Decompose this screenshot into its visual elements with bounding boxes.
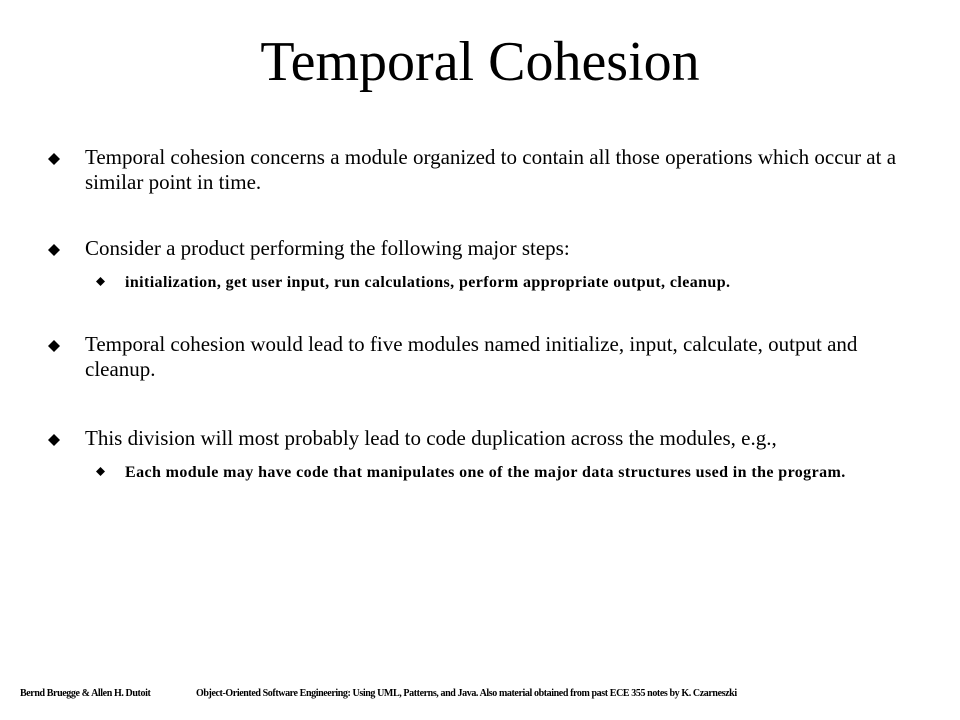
sub-bullet-text: Each module may have code that manipulates one of the major data structures used in the program.	[125, 464, 846, 481]
bullet-item-4	[48, 426, 908, 451]
small-diamond-icon	[96, 277, 105, 286]
diamond-icon	[48, 340, 60, 352]
diamond-icon	[48, 153, 60, 165]
diamond-icon	[48, 434, 60, 446]
bullet-item-1	[48, 145, 908, 195]
page-title: Temporal Cohesion	[260, 31, 700, 93]
small-diamond-icon	[96, 467, 105, 476]
bullet-text: Consider a product performing the following major steps:	[85, 236, 570, 260]
diamond-icon	[48, 244, 60, 256]
footer	[20, 688, 737, 699]
footer-authors: Bernd Bruegge & Allen H. Dutoit	[20, 688, 151, 699]
sub-bullet-text: initialization, get user input, run calculations, perform appropriate output, cleanup.	[125, 274, 731, 291]
sub-bullet-item-1	[96, 271, 896, 295]
sub-bullet-item-2	[96, 461, 896, 485]
bullet-text: Temporal cohesion concerns a module organized to contain all those operations which occur at a similar point in time.	[85, 145, 897, 194]
bullet-text: Temporal cohesion would lead to five modules named initialize, input, calculate, output and cleanup.	[85, 332, 858, 381]
bullet-item-2	[48, 236, 908, 261]
bullet-item-3	[48, 332, 908, 382]
bullet-text: This division will most probably lead to code duplication across the modules, e.g.,	[85, 426, 777, 450]
footer-book: Object-Oriented Software Engineering: Using UML, Patterns, and Java. Also material obtained from past ECE 355 notes by K. Czarneszki	[196, 688, 737, 699]
